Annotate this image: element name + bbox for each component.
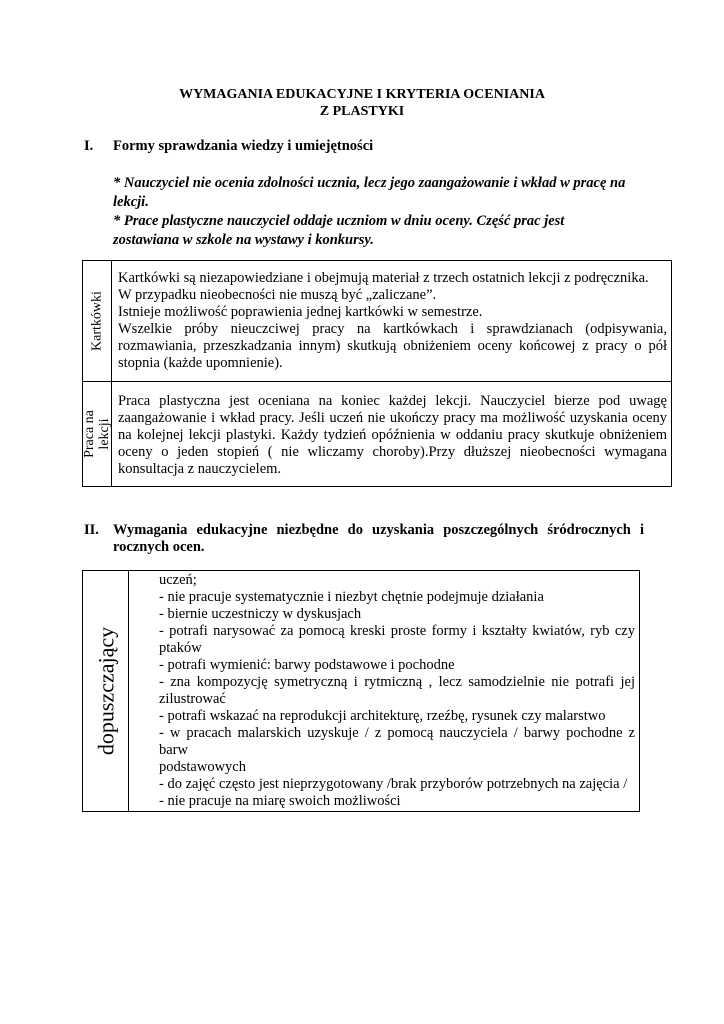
section2-title: Wymagania edukacyjne niezbędne do uzyskania poszczególnych śródrocznych i rocznych ocen.: [113, 522, 644, 555]
grade-requirements-table: [82, 570, 640, 812]
kartkowki-content-cell: [112, 261, 672, 382]
section2-number: II.: [84, 522, 99, 538]
list-item: - potrafi narysować za pomocą kreski proste formy i kształty kwiatów, ryb czy ptaków: [159, 623, 635, 656]
list-item: - do zajęć często jest nieprzygotowany /brak przyborów potrzebnych na zajęcia /: [159, 776, 628, 792]
assessment-forms-table: [82, 260, 672, 487]
note-2: * Prace plastyczne nauczyciel oddaje uczniom w dniu oceny. Część prac jest zostawiana w szkole na wystawy i konkursy.: [113, 213, 565, 248]
praca-label: [82, 410, 112, 458]
praca-label-cell: [83, 382, 112, 487]
list-item: - zna kompozycję symetryczną i rytmiczną , lecz samodzielnie nie potrafi jej zilustrować: [159, 674, 635, 707]
list-item: - w pracach malarskich uzyskuje / z pomocą nauczyciela / barwy pochodne z barw: [159, 725, 635, 758]
list-item: - nie pracuje na miarę swoich możliwości: [159, 793, 401, 809]
praca-content-cell: [112, 382, 672, 487]
section1-notes: [113, 174, 633, 250]
list-item: - potrafi wymienić: barwy podstawowe i pochodne: [159, 657, 455, 673]
praca-label-line2: lekcji: [97, 418, 112, 450]
document-title-line1: WYMAGANIA EDUKACYJNE I KRYTERIA OCENIANIA: [179, 87, 545, 102]
kartkowki-label: Kartkówki: [89, 291, 105, 351]
grade-label-cell: [83, 571, 129, 812]
praca-text: Praca plastyczna jest oceniana na koniec każdej lekcji. Nauczyciel bierze pod uwagę zaangażowanie i wkład pracy. Jeśli uczeń nie ukończy pracy ma możliwość uzyskania oceny na kolejnej lekcji plastyki. Każdy tydzień opóźnienia w oddaniu pracy skutkuje obniżeniem oceny o jeden stopień ( nie wliczamy choroby).Przy dłuższej nieobecności wymagana konsultacja z nauczycielem.: [118, 393, 667, 477]
kartkowki-label-cell: [83, 261, 112, 382]
list-item: uczeń;: [159, 572, 197, 588]
kartkowki-line-2: W przypadku nieobecności nie muszą być „zaliczane”.: [118, 287, 437, 303]
table-row-kartkowki: [83, 261, 672, 382]
list-item: - potrafi wskazać na reprodukcji architekturę, rzeźbę, rysunek czy malarstwo: [159, 708, 606, 724]
section1-number: I.: [84, 138, 94, 154]
document-title-line2: Z PLASTYKI: [319, 104, 405, 119]
section1-title: Formy sprawdzania wiedzy i umiejętności: [113, 138, 374, 154]
list-item: podstawowych: [159, 759, 246, 775]
note-1: * Nauczyciel nie ocenia zdolności ucznia, lecz jego zaangażowanie i wkład w pracę na lekcji.: [113, 175, 626, 210]
kartkowki-line-1: Kartkówki są niezapowiedziane i obejmują materiał z trzech ostatnich lekcji z podręcznika.: [118, 270, 649, 286]
praca-label-line1: Praca na: [82, 410, 97, 458]
list-item: - nie pracuje systematycznie i niezbyt chętnie podejmuje działania: [159, 589, 544, 605]
table-row-dopuszczajacy: [83, 571, 640, 812]
grade-label: dopuszczający: [93, 626, 118, 756]
grade-content-cell: [129, 571, 640, 812]
list-item: - biernie uczestniczy w dyskusjach: [159, 606, 362, 622]
kartkowki-line-4: Wszelkie próby nieuczciwej pracy na kartkówkach i sprawdzianach (odpisywania, rozmawiania, przeszkadzania innym) skutkują obniżeniem oceny końcowej z pracy o pół stopnia (każde upomnienie).: [118, 321, 667, 371]
table-row-praca-na-lekcji: [83, 382, 672, 487]
kartkowki-line-3: Istnieje możliwość poprawienia jednej kartkówki w semestrze.: [118, 304, 483, 320]
